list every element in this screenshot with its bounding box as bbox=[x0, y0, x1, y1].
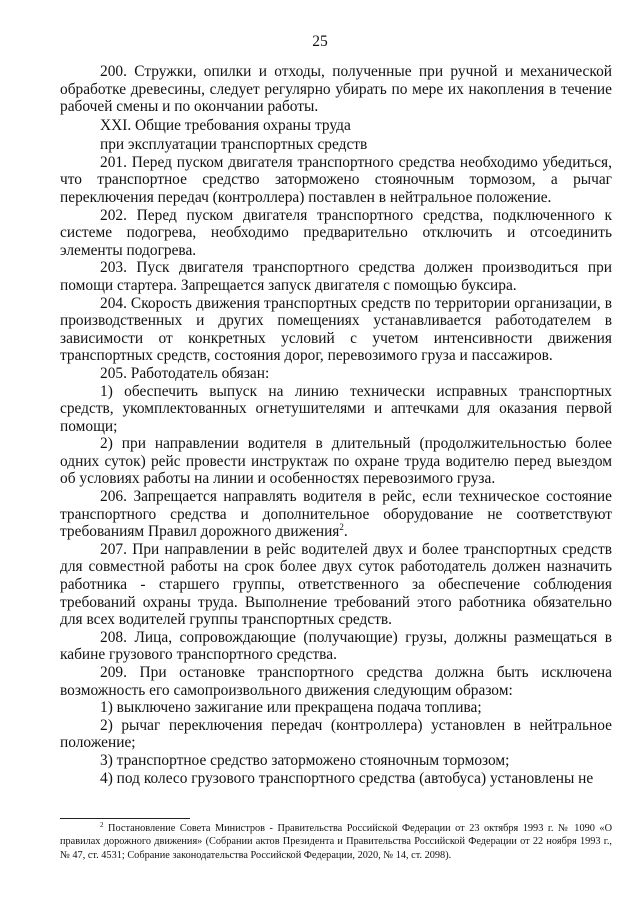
paragraph-202: 202. Перед пуском двигателя транспортного средства, подключенного к системе подогрева, необходимо предварительно отключить и отсоединить элементы подогрева. bbox=[60, 206, 612, 259]
paragraph-209-item-2: 2) рычаг переключения передач (контроллера) установлен в нейтральное положение; bbox=[60, 716, 612, 752]
footnote-marker: 2 bbox=[100, 821, 104, 829]
paragraph-208: 208. Лица, сопровождающие (получающие) грузы, должны размещаться в кабине грузового транспортного средства. bbox=[60, 628, 612, 664]
section-title-line-1: XXI. Общие требования охраны труда bbox=[100, 116, 351, 134]
footnote bbox=[60, 822, 612, 862]
paragraph-205: 205. Работодатель обязан: bbox=[100, 364, 270, 382]
paragraph-205-item-1: 1) обеспечить выпуск на линию технически исправных транспортных средств, укомплектованных огнетушителями и аптечками для оказания первой помощи; bbox=[60, 382, 612, 435]
paragraph-203: 203. Пуск двигателя транспортного средства должен производиться при помощи стартера. Запрещается запуск двигателя с помощью буксира. bbox=[60, 259, 612, 294]
paragraph-206-text: 206. Запрещается направлять водителя в рейс, если техническое состояние транспортного средства и дополнительное оборудование не соответствуют требованиям Правил дорожного движения bbox=[60, 488, 612, 541]
footnote-text: Постановление Совета Министров - Правительства Российской Федерации от 23 октября 1993 г. № 1090 «О правилах дорожного движения» (Собрании актов Президента и Правительства Российской Федерации от 22 ноября 1993 г., № 47, ст. 4531; Собрание законодательства Российской Федерации, 2020, № 14, ст. 2098). bbox=[60, 823, 613, 861]
paragraph-209-item-1: 1) выключено зажигание или прекращена подача топлива; bbox=[100, 699, 482, 717]
footnote-reference: 2 bbox=[339, 522, 344, 533]
paragraph-209-item-3: 3) транспортное средство заторможено стояночным тормозом; bbox=[100, 751, 510, 769]
paragraph-207: 207. При направлении в рейс водителей двух и более транспортных средств для совместной работы на срок более двух суток работодатель должен назначить работника - старшего группы, ответственного за обеспечение соблюдения требований охраны труда. Выполнение требований этого работника обязательно для всех водителей группы транспортных средств. bbox=[60, 540, 612, 629]
page-number: 25 bbox=[312, 33, 328, 50]
paragraph-204: 204. Скорость движения транспортных средств по территории организации, в производственных и других помещениях устанавливается работодателем в зависимости от конкретных условий с учетом интенсивности движения транспортных средств, состояния дорог, перевозимого груза и пассажиров. bbox=[60, 294, 612, 365]
paragraph-209-item-4: 4) под колесо грузового транспортного средства (автобуса) установлены не bbox=[100, 769, 594, 787]
footnote-divider bbox=[60, 818, 190, 819]
section-title bbox=[60, 116, 612, 154]
paragraph-206-end: . bbox=[343, 523, 348, 541]
paragraph-205-item-2: 2) при направлении водителя в длительный (продолжительностью более одних суток) рейс провести инструктаж по охране труда водителю перед выездом об условиях работы на линии и особенностях перевозимого груза. bbox=[60, 435, 612, 488]
paragraph-201: 201. Перед пуском двигателя транспортного средства необходимо убедиться, что транспортное средство заторможено стояночным тормозом, а рычаг переключения передач (контроллера) поставлен в нейтральное положение. bbox=[60, 153, 612, 206]
paragraph-200: 200. Стружки, опилки и отходы, полученные при ручной и механической обработке древесины, следует регулярно убирать по мере их накопления в течение рабочей смены и по окончании работы. bbox=[60, 63, 612, 116]
paragraph-206 bbox=[60, 488, 612, 541]
document-body bbox=[60, 63, 612, 787]
paragraph-209: 209. При остановке транспортного средства должна быть исключена возможность его самопроизвольного движения следующим образом: bbox=[60, 664, 612, 699]
section-title-line-2: при эксплуатации транспортных средств bbox=[100, 135, 368, 153]
